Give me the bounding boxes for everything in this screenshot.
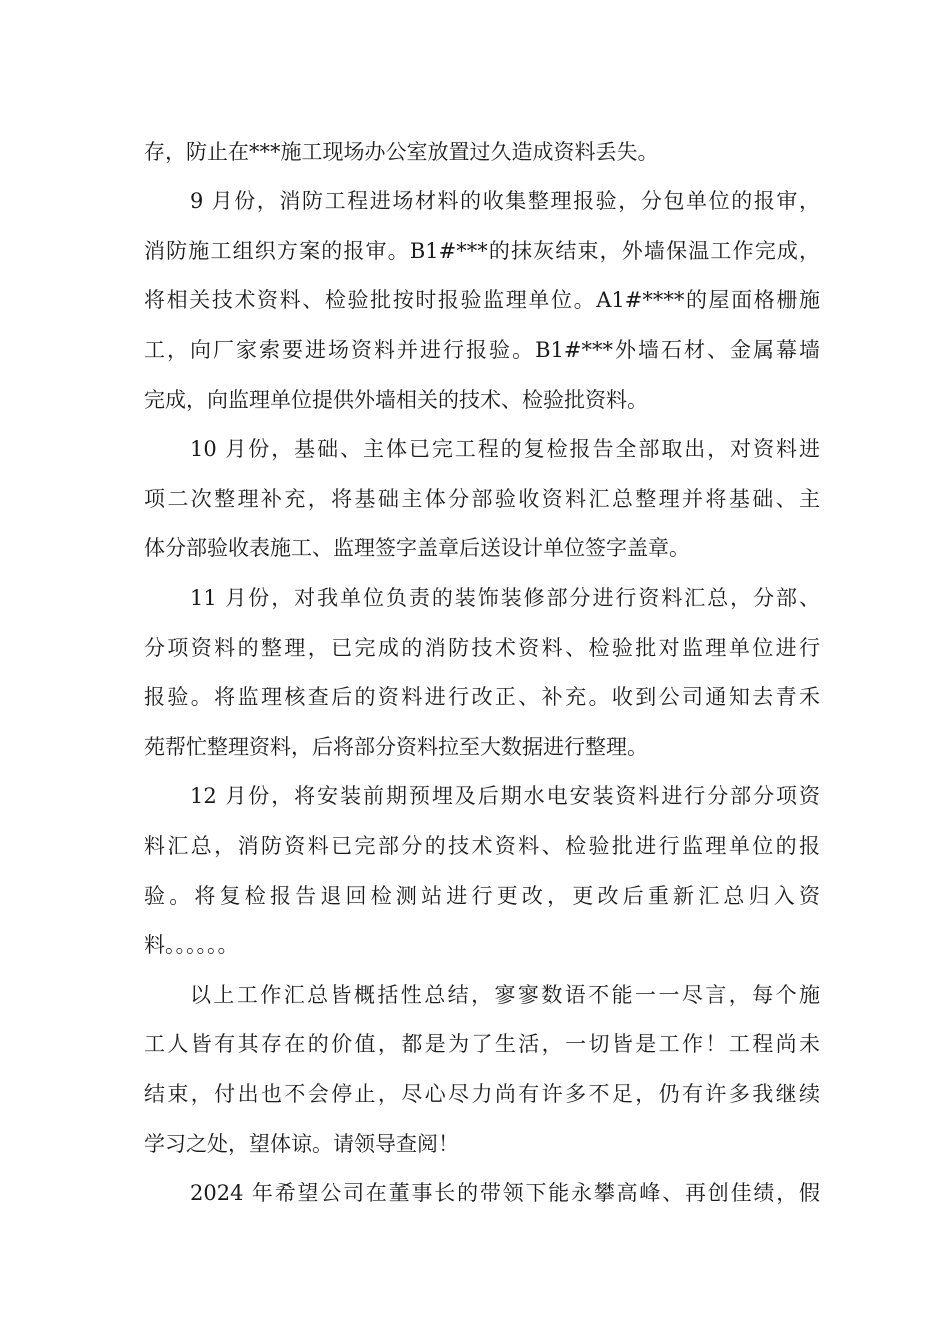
text-line: 2024 年希望公司在董事长的带领下能永攀高峰、再创佳绩，假 <box>190 1181 820 1205</box>
text-line: 11 月份，对我单位负责的装饰装修部分进行资料汇总，分部、 <box>190 586 820 610</box>
text-line: 验。将复检报告退回检测站进行更改，更改后重新汇总归入资 <box>144 884 820 908</box>
text-line: 学习之处，望体谅。请领导查阅！ <box>144 1132 459 1156</box>
text-line: 苑帮忙整理资料，后将部分资料拉至大数据进行整理。 <box>144 735 648 759</box>
text-line: 体分部验收表施工、监理签字盖章后送设计单位签字盖章。 <box>144 536 690 560</box>
text-line: 完成，向监理单位提供外墙相关的技术、检验批资料。 <box>144 388 648 412</box>
text-line: 分项资料的整理，已完成的消防技术资料、检验批对监理单位进行 <box>144 636 820 660</box>
text-line: 项二次整理补充，将基础主体分部验收资料汇总整理并将基础、主 <box>144 487 820 511</box>
text-line: 9 月份，消防工程进场材料的收集整理报验，分包单位的报审， <box>190 189 820 213</box>
text-line: 结束，付出也不会停止，尽心尽力尚有许多不足，仍有许多我继续 <box>144 1082 820 1106</box>
text-line: 10 月份，基础、主体已完工程的复检报告全部取出，对资料进 <box>190 437 820 461</box>
text-line: 以上工作汇总皆概括性总结，寥寥数语不能一一尽言，每个施 <box>190 983 820 1007</box>
text-line: 消防施工组织方案的报审。B1#***的抹灰结束，外墙保温工作完成， <box>144 239 820 263</box>
text-line: 工人皆有其存在的价值，都是为了生活，一切皆是工作！工程尚未 <box>144 1032 820 1056</box>
text-line: 料汇总，消防资料已完部分的技术资料、检验批进行监理单位的报 <box>144 834 820 858</box>
text-line: 12 月份，将安装前期预埋及后期水电安装资料进行分部分项资 <box>190 784 820 808</box>
text-line: 报验。将监理核查后的资料进行改正、补充。收到公司通知去青禾 <box>144 685 820 709</box>
text-line: 将相关技术资料、检验批按时报验监理单位。A1#****的屋面格栅施 <box>144 288 820 312</box>
text-line: 工，向厂家索要进场资料并进行报验。B1#***外墙石材、金属幕墙 <box>144 338 820 362</box>
text-line: 存，防止在***施工现场办公室放置过久造成资料丢失。 <box>144 140 659 164</box>
text-line: 料。。。。。。 <box>144 933 239 957</box>
